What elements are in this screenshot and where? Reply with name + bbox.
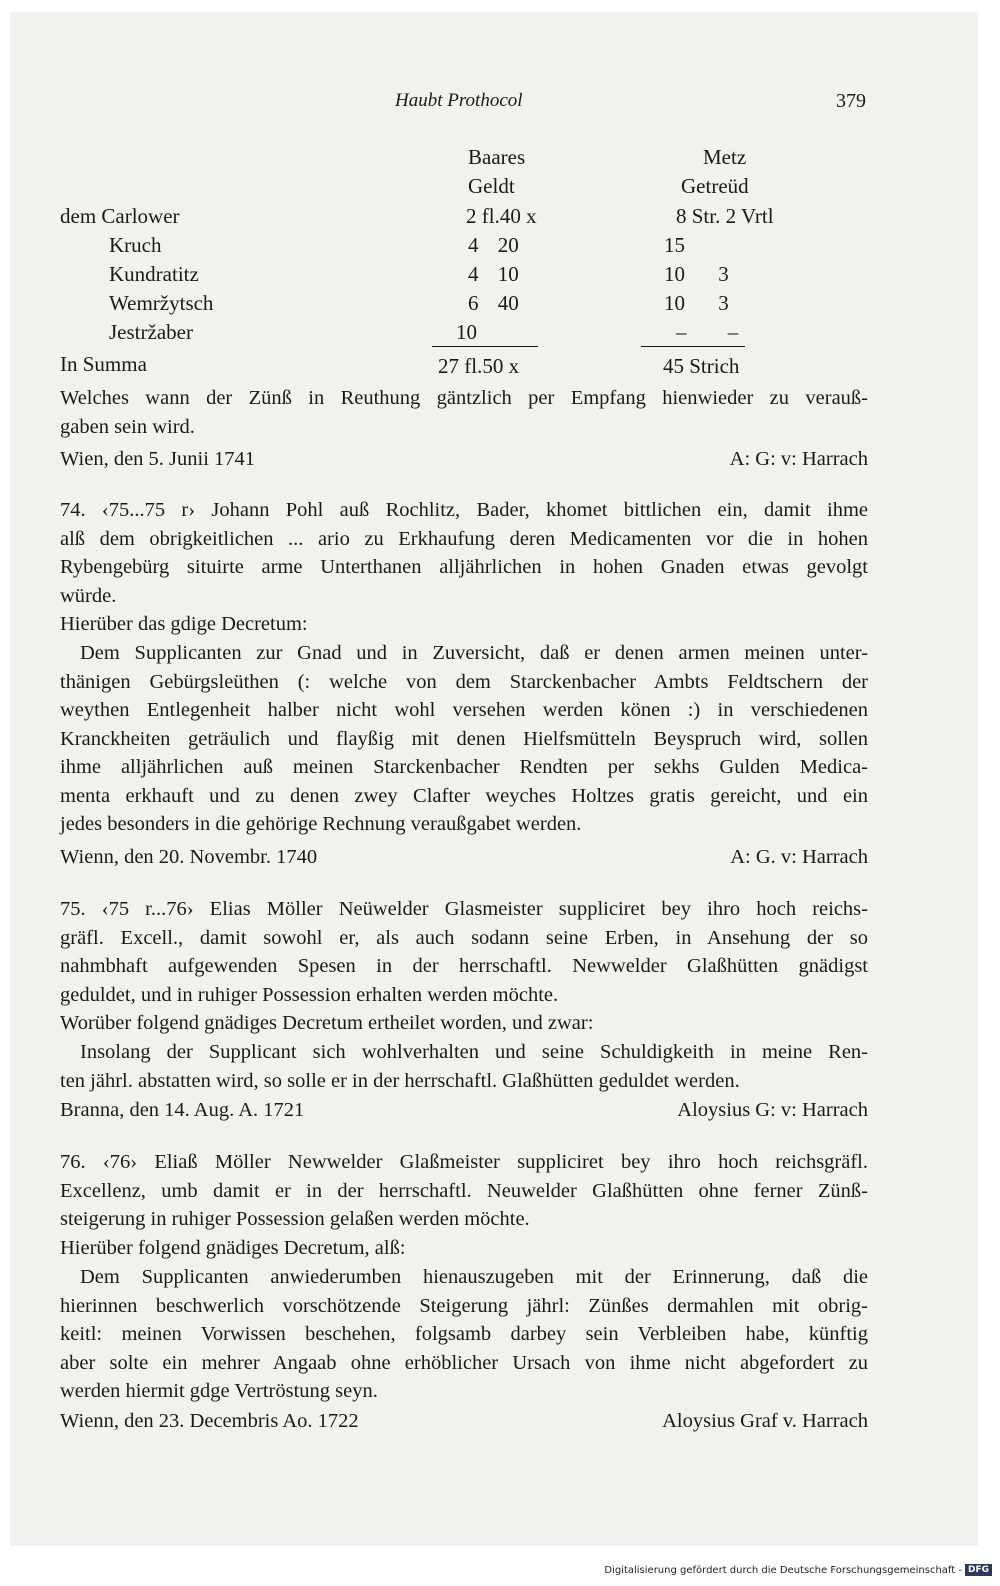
text-line: werden hiermit gdge Vertröstung seyn. (60, 1380, 378, 1402)
signature: Aloysius G: v: Harrach (677, 1099, 868, 1121)
text-line: Insolang der Supplicant sich wohlverhalten und seine Schuldigkeith in meine Ren- (80, 1041, 868, 1063)
place-date: Wien, den 5. Junii 1741 (60, 448, 256, 470)
text-line: Dem Supplicanten anwiederumben hienauszugeben mit der Erinnerung, daß die (80, 1266, 868, 1288)
text-line: keitl: meinen Vorwissen beschehen, folgsamb darbey sein Verbleiben habe, künftig (60, 1323, 868, 1345)
text-line: alß dem obrigkeitlichen ... ario zu Erkhaufung deren Medicamenten vor die in hohen (60, 527, 868, 550)
entry-74 (60, 496, 868, 639)
text-line: Hierüber das gdige Decretum: (60, 613, 308, 635)
row-grain: – – (676, 320, 739, 344)
text-line: weythen Entlegenheit halber nicht wohl versehen werden könen :) in verschiedenen (60, 699, 868, 721)
footer-text: Digitalisierung gefördert durch die Deutsche Forschungsgemeinschaft - (604, 1564, 962, 1576)
text-line: geduldet, und in ruhiger Possession erhalten werden möchte. (60, 983, 559, 1006)
row-grain: 10 3 (664, 262, 729, 286)
row-label: Kundratitz (109, 262, 199, 286)
running-head-title: Haubt Prothocol (395, 90, 523, 111)
col2-head-2: Getreüd (681, 174, 749, 198)
signature: A: G: v: Harrach (729, 448, 868, 470)
text-line: menta erkhauft und zu denen zwey Clafter weyches Holtzes gratis gereicht, und ein (60, 784, 868, 807)
col1-head-1: Baares (468, 145, 526, 169)
place-date: Wienn, den 23. Decembris Ao. 1722 (60, 1410, 359, 1432)
text-line: Worüber folgend gnädiges Decretum ertheilet worden, und zwar: (60, 1012, 594, 1034)
text-line: Welches wann der Zünß in Reuthung gäntzlich per Empfang hienwieder zu verauß- (60, 387, 868, 409)
text-line: 76. ‹76› Eliaß Möller Newwelder Glaßmeister suppliciret bey ihro hoch reichsgräfl. (60, 1151, 868, 1173)
text-line: ten jährl. abstatten wird, so solle er in der herrschaftl. Glaßhütten geduldet werden. (60, 1069, 740, 1092)
text-line: nahmbhaft aufgewenden Spesen in der herrschaftl. Newwelder Glaßhütten gnädigst (60, 955, 868, 977)
total-grain: 45 Strich (663, 354, 740, 378)
text-line: hierinnen beschwerlich vorschötzende Steigerung jährl: Zünßes dermahlen mit obrig- (60, 1294, 868, 1317)
row-money: 4 10 (468, 262, 519, 286)
place-date: Wienn, den 20. Novembr. 1740 (60, 846, 318, 868)
text-line: aber solte ein mehrer Angaab ohne erhöblicher Ursach von ihme nicht abgefordert zu (60, 1351, 868, 1374)
sum-rule-money (432, 346, 538, 347)
row-label: dem Carlower (60, 204, 180, 228)
col1-head-2: Geldt (468, 174, 515, 198)
digitization-footer (604, 1564, 992, 1576)
intro-paragraph (60, 384, 868, 441)
col2-head-1: Metz (703, 145, 747, 169)
entry-75-decree (60, 1038, 868, 1095)
signature-line (60, 1099, 868, 1122)
text-line: gräfl. Excell., damit sowohl er, als auch sodann seine Erben, in Ansehung der so (60, 926, 868, 949)
entry-75 (60, 895, 868, 1038)
signature-line (60, 1410, 868, 1433)
total-money: 27 fl.50 x (438, 354, 520, 378)
text-line: Dem Supplicanten zur Gnad und in Zuversicht, daß er denen armen meinen unter- (80, 642, 868, 664)
text-line: Hierüber folgend gnädiges Decretum, alß: (60, 1236, 406, 1259)
text-line: 74. ‹75...75 r› Johann Pohl auß Rochlitz, Bader, khomet bittlichen ein, damit ihme (60, 499, 868, 521)
row-grain: 10 3 (664, 291, 729, 315)
row-money: 6 40 (468, 291, 519, 315)
text-line: 75. ‹75 r...76› Elias Möller Neüwelder Glasmeister suppliciret bey ihro hoch reichs- (60, 898, 868, 920)
entry-74-decree (60, 639, 868, 839)
row-label: Jestržaber (109, 320, 193, 344)
entry-76 (60, 1148, 868, 1262)
text-line: steigerung in ruhiger Possession gelaßen werden möchte. (60, 1208, 530, 1230)
text-line: jedes besonders in die gehörige Rechnung veraußgabet werden. (60, 813, 582, 835)
text-line: Kranckheiten geträulich und flayßig mit denen Hielfsmütteln Beyspruch wird, sollen (60, 727, 868, 750)
place-date: Branna, den 14. Aug. A. 1721 (60, 1099, 305, 1121)
row-grain: 15 (664, 233, 685, 257)
text-line: Excellenz, umb damit er in der herrschaftl. Neuwelder Glaßhütten ohne ferner Zünß- (60, 1179, 868, 1202)
entry-76-decree (60, 1263, 868, 1406)
sum-rule-grain (641, 346, 745, 347)
row-money: 2 fl.40 x (466, 204, 537, 228)
row-money: 10 (456, 320, 477, 344)
signature: Aloysius Graf v. Harrach (662, 1410, 868, 1432)
total-label: In Summa (60, 352, 147, 376)
signature-line (60, 448, 868, 471)
signature-line (60, 846, 868, 869)
page-number: 379 (836, 90, 866, 112)
text-line: gaben sein wird. (60, 415, 195, 438)
row-label: Kruch (109, 233, 162, 257)
text-line: thänigen Gebürgsleüthen (: welche von dem Starckenbacher Ambts Feldtschern der (60, 670, 868, 693)
text-line: Rybengebürg situirte arme Unterthanen alljährlichen in hohen Gnaden etwas gevolgt (60, 556, 868, 578)
row-grain: 8 Str. 2 Vrtl (676, 204, 774, 228)
text-line: würde. (60, 584, 117, 607)
text-line: ihme alljährlichen auß meinen Starckenbacher Rendten per sekhs Gulden Medica- (60, 756, 868, 778)
row-label: Wemržytsch (109, 291, 214, 315)
row-money: 4 20 (468, 233, 519, 257)
signature: A: G. v: Harrach (730, 846, 868, 868)
dfg-logo: DFG (965, 1564, 992, 1576)
